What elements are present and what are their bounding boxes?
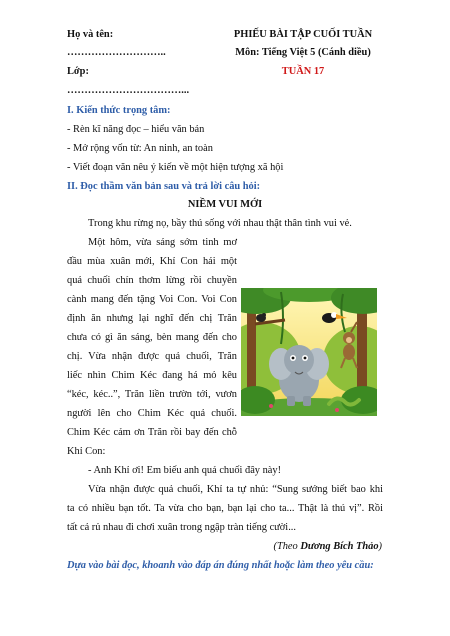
- source-suffix: ): [378, 541, 382, 552]
- story-line: chưa có gì ăn sáng, bèn mang đến cho: [67, 332, 237, 343]
- story-line: người lên cho Chim Kéc quả chuối.: [67, 408, 237, 419]
- story-intro: Trong khu rừng nọ, bầy thú sống với nhau thật thân tình vui vẻ.: [88, 218, 352, 229]
- section1-item: - Rèn kĩ năng đọc – hiểu văn bản: [67, 124, 205, 135]
- story-closing-line: tất cả rủ nhau đi chơi xuân trong ngập tràn tiếng cười...: [67, 522, 296, 533]
- name-dots: ………………………..: [67, 47, 166, 58]
- source-author: Dương Bích Thảo: [300, 541, 379, 552]
- story-title: NIỀM VUI MỚI: [187, 199, 263, 210]
- story-closing-line: Vừa nhận được quả chuối, Khỉ ta tự nhủ: “Sung sướng biết bao khi: [88, 484, 383, 495]
- section1-item: - Viết đoạn văn nêu ý kiến về một hiện tượng xã hội: [67, 162, 284, 173]
- story-line: cành mang đến tặng Voi Con. Voi Con: [67, 294, 237, 305]
- story-line: chị. Vừa nhận được quả chuối, Trăn: [67, 351, 237, 362]
- subject-line: Môn: Tiếng Việt 5 (Cánh diều): [235, 47, 371, 58]
- story-line: đầu mùa xuân mới, Khỉ Con hái một: [67, 256, 237, 267]
- story-line: liếc nhìn Chim Kéc đang há mỏ kêu: [67, 370, 237, 381]
- class-label: Lớp:: [67, 66, 89, 77]
- section1-item: - Mở rộng vốn từ: An ninh, an toàn: [67, 143, 213, 154]
- story-line: Một hôm, vừa sáng sớm tinh mơ: [88, 237, 237, 248]
- story-line: định ăn nhưng lại nghĩ đến chị Trăn: [67, 313, 237, 324]
- story-source: [273, 540, 382, 554]
- section2-heading: II. Đọc thầm văn bản sau và trả lời câu hỏi:: [67, 181, 261, 192]
- week-label: TUẦN 17: [281, 66, 325, 77]
- name-label: Họ và tên:: [67, 29, 114, 40]
- story-closing-line: ta có nhiều bạn tốt. Ta vừa cho bạn, bạn lại cho ta... Thật là thú vị”. Rồi: [67, 503, 383, 514]
- story-line: quả chuối chín thơm lừng rồi chuyền: [67, 275, 237, 286]
- story-line: Chim Kéc cảm ơn Trăn rồi bay đến chỗ: [67, 427, 237, 438]
- story-line: “kéc, kéc..”, Trăn liền trườn tới, vươn: [67, 389, 237, 400]
- section1-heading: I. Kiến thức trọng tâm:: [67, 105, 171, 116]
- jungle-elephant-monkey-toucan-illustration-icon: [241, 288, 377, 416]
- story-line: Khỉ Con:: [67, 446, 106, 457]
- source-prefix: (Theo: [273, 541, 301, 552]
- worksheet-title: PHIẾU BÀI TẬP CUỐI TUẦN: [233, 29, 373, 40]
- class-dots: ……………………………...: [67, 85, 190, 96]
- instruction-line: Dựa vào bài đọc, khoanh vào đáp án đúng nhất hoặc làm theo yêu cầu:: [67, 560, 374, 571]
- story-dialogue: - Anh Khỉ ơi! Em biếu anh quả chuối đây này!: [88, 465, 282, 476]
